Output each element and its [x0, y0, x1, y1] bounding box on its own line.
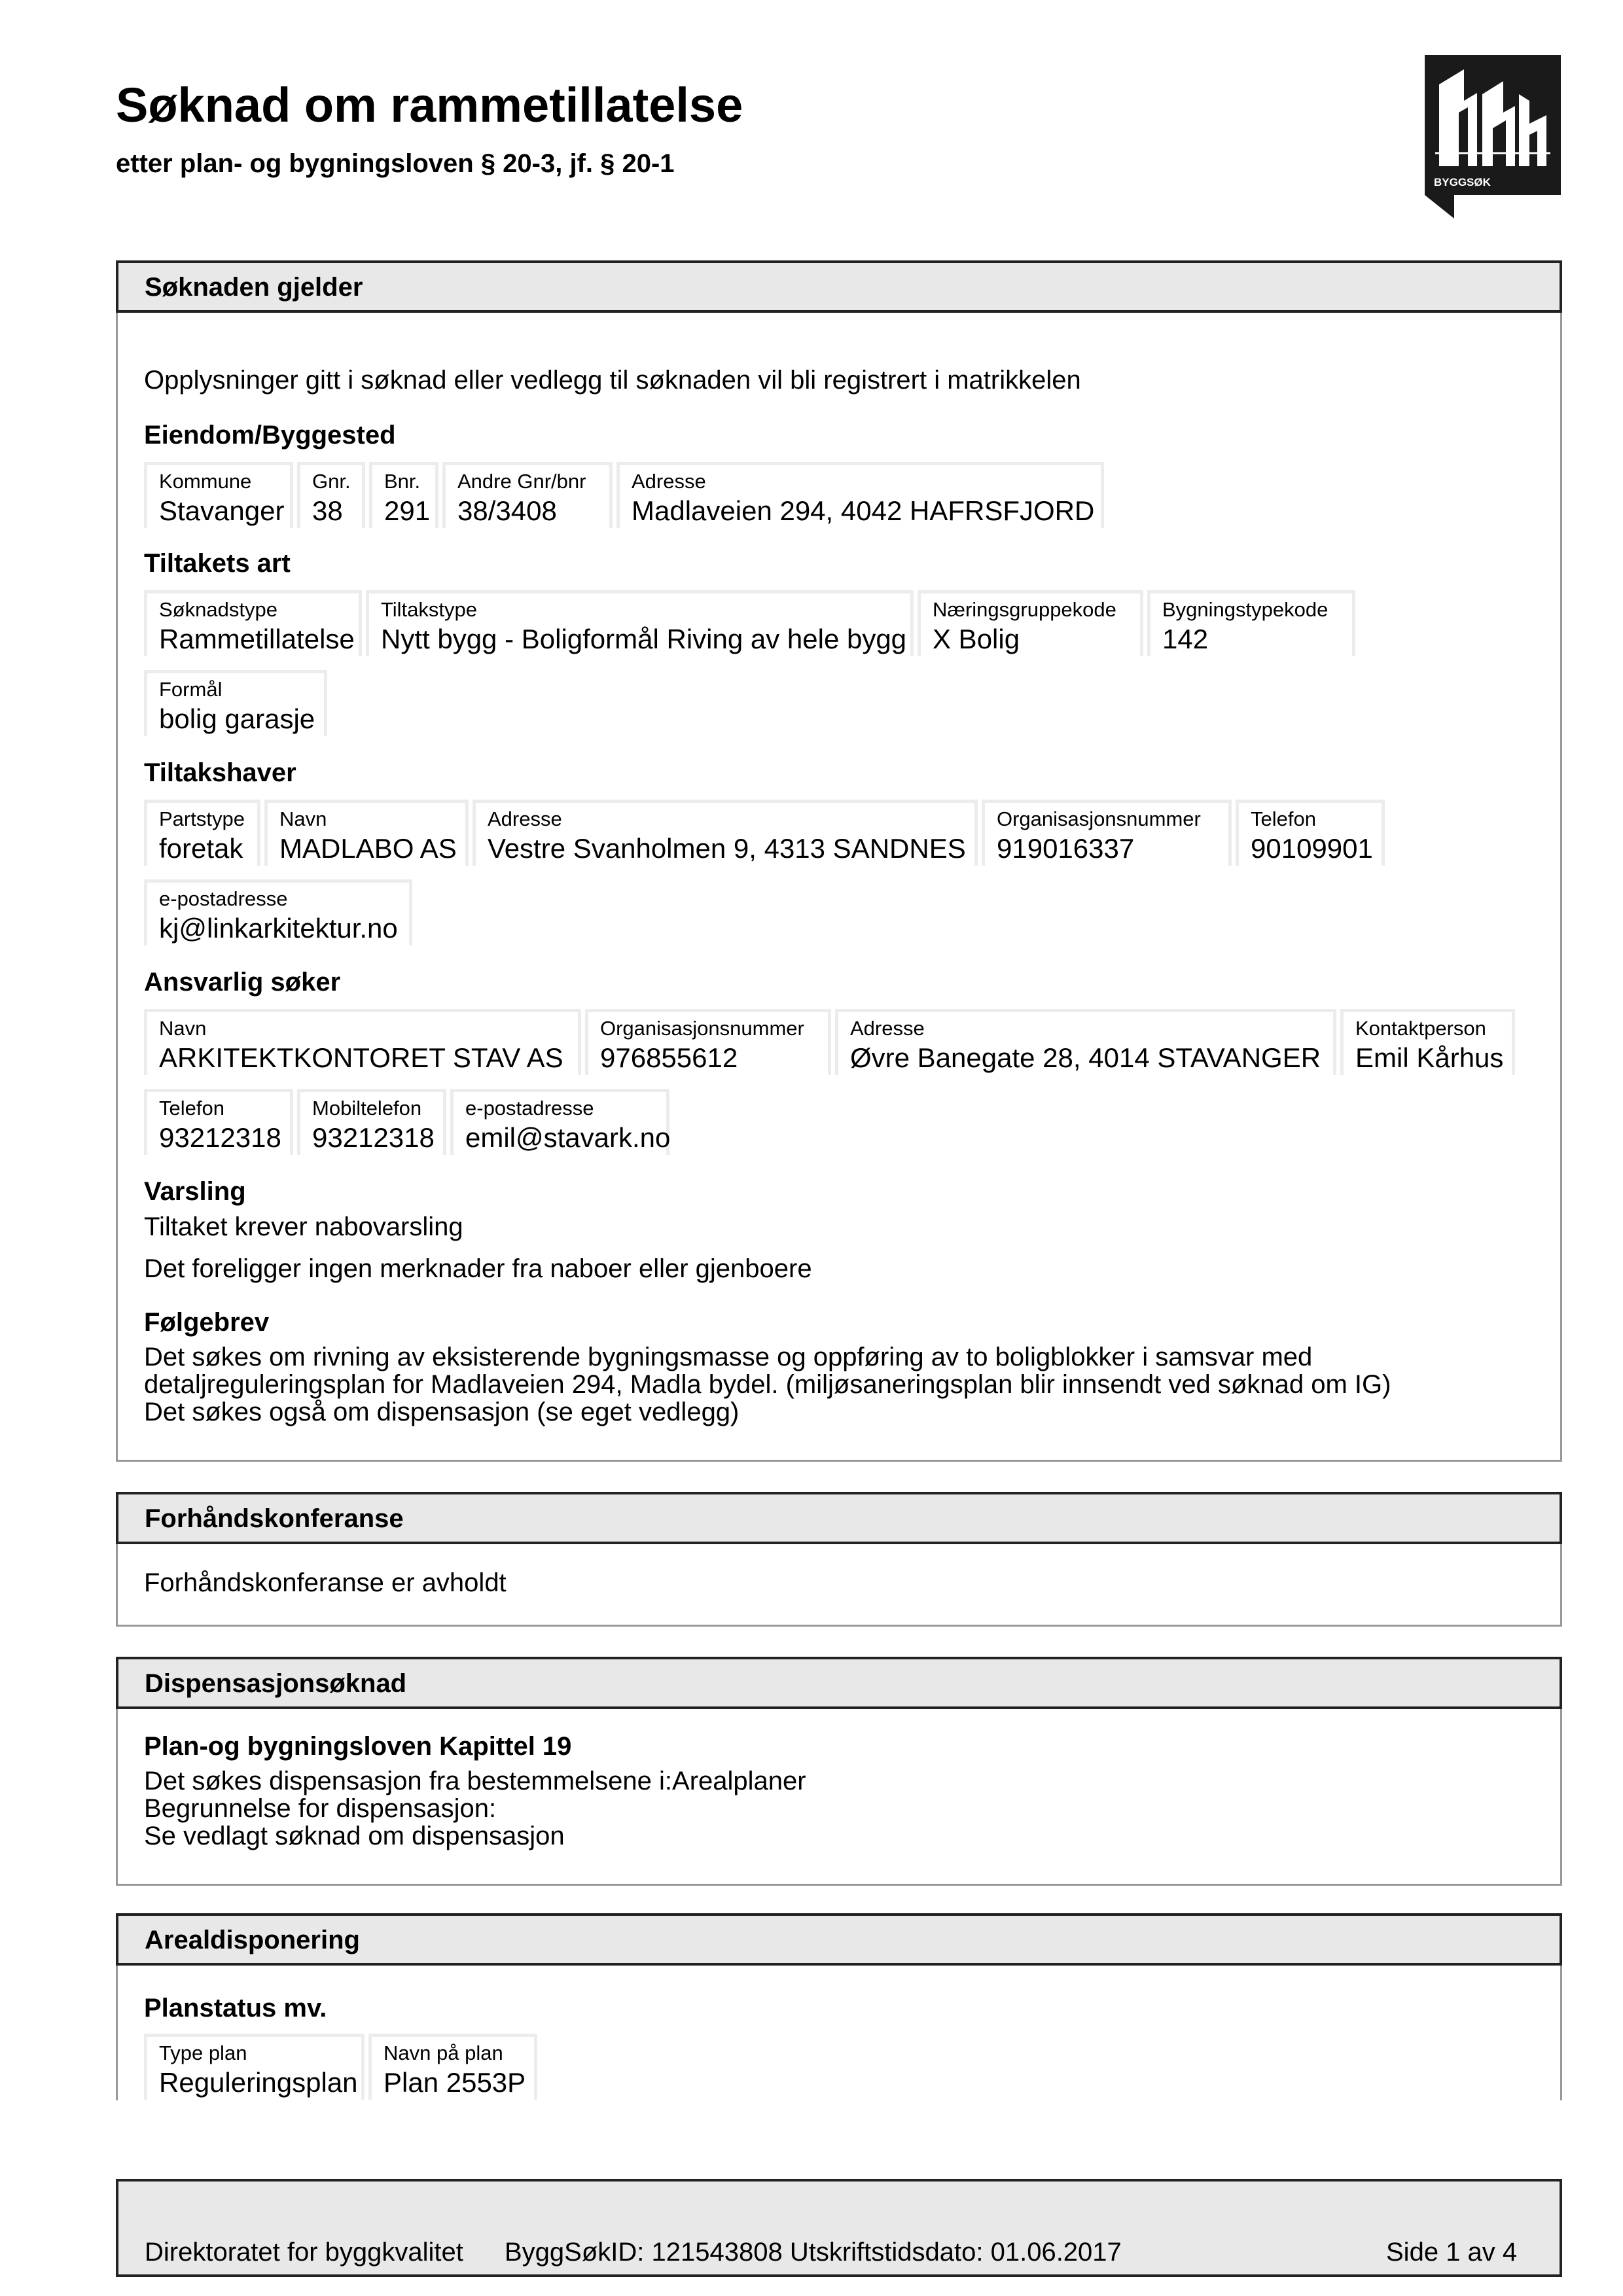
- field-tiltakstype: Tiltakstype Nytt bygg - Boligformål Riving av hele bygg: [366, 590, 914, 656]
- field-navn: Navn ARKITEKTKONTORET STAV AS: [144, 1009, 581, 1075]
- field-adresse: Adresse Madlaveien 294, 4042 HAFRSFJORD: [616, 462, 1104, 528]
- page-footer: [116, 2179, 1562, 2277]
- folgebrev-text: Det søkes om rivning av eksisterende bygningsmasse og oppføring av to boligblokker i samsvar med detaljreguleringsplan for Madlaveien 294, Madla bydel. (miljøsaneringsplan blir innsendt ved søknad om IG) Det søkes også om dispensasjon (se eget vedlegg): [144, 1343, 1391, 1426]
- section-heading: Dispensasjonsøknad: [116, 1657, 1562, 1709]
- ansvarlig-fields: [144, 1009, 1519, 1075]
- section-dispensasjonsoknad: [116, 1657, 1562, 1886]
- section-heading: Søknaden gjelder: [116, 260, 1562, 313]
- byggsok-logo-icon: [1425, 55, 1561, 219]
- section-soknaden-gjelder: [116, 260, 1562, 1462]
- field-telefon: Telefon 90109901: [1236, 800, 1385, 866]
- footer-id: ByggSøkID: 121543808 Utskriftstidsdato: 01.06.2017: [505, 2238, 1122, 2267]
- field-naeringsgruppekode: Næringsgruppekode X Bolig: [918, 590, 1143, 656]
- intro-text: Opplysninger gitt i søknad eller vedlegg til søknaden vil bli registrert i matrikkelen: [144, 366, 1081, 395]
- field-soknadstype: Søknadstype Rammetillatelse: [144, 590, 362, 656]
- field-epostadresse: e-postadresse emil@stavark.no: [450, 1089, 669, 1155]
- field-organisasjonsnummer: Organisasjonsnummer 976855612: [585, 1009, 831, 1075]
- field-gnr: Gnr. 38: [297, 462, 365, 528]
- field-formal: Formål bolig garasje: [144, 670, 327, 736]
- svg-text:BYGGSØK: BYGGSØK: [1434, 176, 1491, 188]
- dispensasjon-text: Det søkes dispensasjon fra bestemmelsene i:Arealplaner Begrunnelse for dispensasjon: Se vedlagt søknad om dispensasjon: [144, 1767, 806, 1850]
- ansvarlig-contact-fields: [144, 1089, 673, 1155]
- footer-page: Side 1 av 4: [1386, 2238, 1518, 2267]
- folgebrev-heading: Følgebrev: [144, 1308, 270, 1337]
- tiltakshaver-heading: Tiltakshaver: [144, 758, 296, 787]
- varsling-heading: Varsling: [144, 1177, 246, 1206]
- forhands-text: Forhåndskonferanse er avholdt: [144, 1568, 507, 1597]
- tiltakets-art-fields: [144, 590, 1359, 656]
- section-heading: Forhåndskonferanse: [116, 1492, 1562, 1544]
- tiltakets-art-heading: Tiltakets art: [144, 549, 291, 578]
- page-title: Søknad om rammetillatelse: [116, 78, 743, 132]
- varsling-line-1: Tiltaket krever nabovarsling: [144, 1212, 463, 1241]
- field-epostadresse: e-postadresse kj@linkarkitektur.no: [144, 879, 412, 945]
- eiendom-heading: Eiendom/Byggested: [144, 421, 396, 450]
- field-kontaktperson: Kontaktperson Emil Kårhus: [1340, 1009, 1515, 1075]
- section-arealdisponering: [116, 1913, 1562, 2100]
- field-bygningstypekode: Bygningstypekode 142: [1147, 590, 1355, 656]
- field-mobiltelefon: Mobiltelefon 93212318: [297, 1089, 446, 1155]
- field-navn-pa-plan: Navn på plan Plan 2553P: [368, 2034, 537, 2100]
- page-subtitle: etter plan- og bygningsloven § 20-3, jf. § 20-1: [116, 149, 675, 178]
- field-navn: Navn MADLABO AS: [264, 800, 469, 866]
- field-type-plan: Type plan Reguleringsplan: [144, 2034, 365, 2100]
- dispensasjon-subheading: Plan-og bygningsloven Kapittel 19: [144, 1732, 572, 1761]
- field-adresse: Adresse Vestre Svanholmen 9, 4313 SANDNES: [473, 800, 978, 866]
- eiendom-fields: [144, 462, 1108, 528]
- planstatus-fields: [144, 2034, 541, 2100]
- field-organisasjonsnummer: Organisasjonsnummer 919016337: [982, 800, 1232, 866]
- tiltakshaver-fields: [144, 800, 1389, 866]
- byggsok-logo: [1425, 55, 1561, 222]
- field-adresse: Adresse Øvre Banegate 28, 4014 STAVANGER: [835, 1009, 1336, 1075]
- field-telefon: Telefon 93212318: [144, 1089, 293, 1155]
- formal-fields: [144, 670, 331, 736]
- tiltakshaver-epost-fields: [144, 879, 416, 945]
- field-bnr: Bnr. 291: [369, 462, 438, 528]
- planstatus-heading: Planstatus mv.: [144, 1994, 327, 2022]
- section-heading: Arealdisponering: [116, 1913, 1562, 1966]
- section-forhandskonferanse: [116, 1492, 1562, 1627]
- footer-org: Direktoratet for byggkvalitet: [145, 2238, 463, 2267]
- varsling-line-2: Det foreligger ingen merknader fra naboer eller gjenboere: [144, 1254, 812, 1283]
- field-kommune: Kommune Stavanger: [144, 462, 293, 528]
- field-partstype: Partstype foretak: [144, 800, 260, 866]
- ansvarlig-heading: Ansvarlig søker: [144, 968, 341, 997]
- field-andre-gnr-bnr: Andre Gnr/bnr 38/3408: [442, 462, 613, 528]
